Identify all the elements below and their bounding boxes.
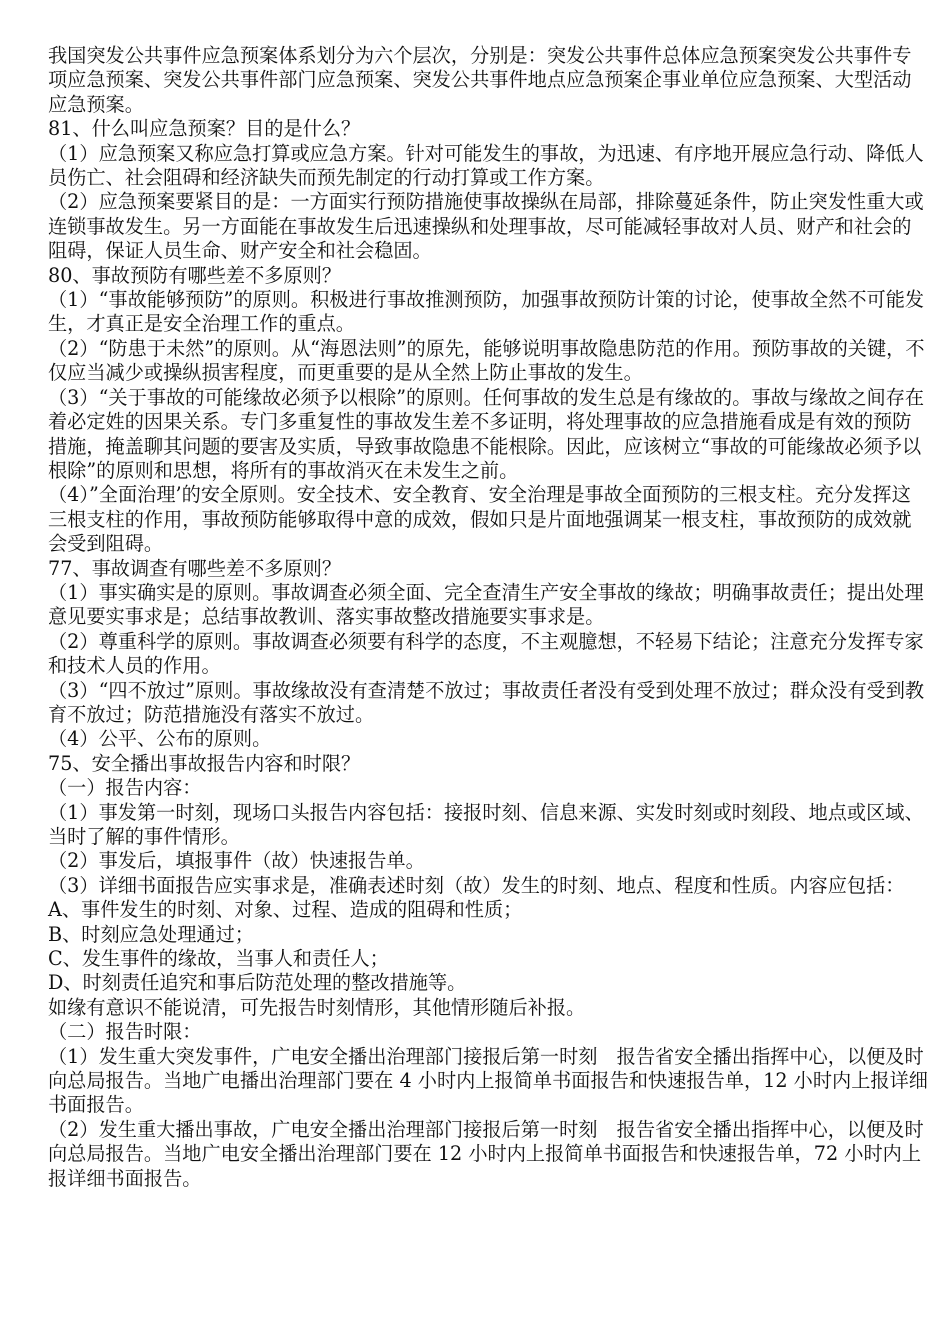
answer-81-point-2: （2）应急预案要紧目的是：一方面实行预防措施使事故操纵在局部，排除蔓延条件，防止突发性重大或连锁事故发生。另一方面能在事故发生后迅速操纵和处理事故，尽可能减轻事故对人员、财产和社会的阻碍，保证人员生命、财产安全和社会稳固。 [48,190,924,263]
report-content-heading: （一）报告内容： [48,776,202,800]
report-deadline-point-1: （1）发生重大突发事件，广电安全播出治理部门接报后第一时刻 报告省安全播出指挥中心，以便及时向总局报告。当地广电播出治理部门要在 4 小时内上报简单书面报告和快速报告单，12 小时内上报详细书面报告。 [48,1044,928,1117]
report-content-point-1: （1）事发第一时刻，现场口头报告内容包括：接报时刻、信息来源、实发时刻或时刻段、地点或区域、当时了解的事件情形。 [48,800,924,848]
answer-77-point-1: （1）事实确实是的原则。事故调查必须全面、完全查清生产安全事故的缘故；明确事故责任；提出处理意见要实事求是；总结事故教训、落实事故整改措施要实事求是。 [48,580,924,629]
answer-80-point-2: （2）“防患于未然”的原则。从“海恩法则”的原先，能够说明事故隐患防范的作用。预防事故的关键，不仅应当减少或操纵损害程度，而更重要的是从全然上防止事故的发生。 [48,336,925,385]
report-deadline-heading: （二）报告时限： [48,1020,202,1044]
intro-paragraph: 我国突发公共事件应急预案体系划分为六个层次，分别是：突发公共事件总体应急预案突发公共事件专项应急预案、突发公共事件部门应急预案、突发公共事件地点应急预案企事业单位应急预案、大型活动应急预案。 [48,44,912,116]
question-80-heading: 80、事故预防有哪些差不多原则？ [48,263,342,287]
answer-80-point-4: （4）”全面治理’的安全原则。安全技术、安全教育、安全治理是事故全面预防的三根支柱。充分发挥这三根支柱的作用，事故预防能够取得中意的成效，假如只是片面地强调某一根支柱，事故预防的成效就会受到阻碍。 [48,483,912,556]
report-content-item-c: C、发生事件的缘故，当事人和责任人； [48,947,389,971]
report-content-point-2: （2）事发后，填报事件（故）快速报告单。 [48,849,425,873]
question-81-heading: 81、什么叫应急预案？目的是什么？ [48,117,361,141]
question-75-heading: 75、安全播出事故报告内容和时限？ [48,751,361,775]
answer-81-point-1: （1）应急预案又称应急打算或应急方案。针对可能发生的事故，为迅速、有序地开展应急行动、降低人员伤亡、社会阻碍和经济缺失而预先制定的行动打算或工作方案。 [48,141,924,190]
answer-80-point-3: （3）“关于事故的可能缘故必须予以根除”的原则。任何事故的发生总是有缘故的。事故与缘故之间存在着必定姓的因果关系。专门多重复性的事故发生差不多证明，将处理事故的应急措施看成是有效的预防措施，掩盖聊其问题的要害及实质，导致事故隐患不能根除。因此，应该树立“事故的可能缘故必须予以根除”的原则和思想，将所有的事故消灭在未发生之前。 [48,385,925,482]
answer-77-point-4: （4）公平、公布的原则。 [48,727,272,751]
report-content-point-3: （3）详细书面报告应实事求是，准确表述时刻（故）发生的时刻、地点、程度和性质。内容应包括： [48,873,905,897]
document-page [48,44,928,1191]
answer-77-point-3: （3）“四不放过”原则。事故缘故没有查清楚不放过；事故责任者没有受到处理不放过；群众没有受到教育不放过；防范措施没有落实不放过。 [48,678,925,726]
report-content-item-d: D、时刻责任追究和事后防范处理的整改措施等。 [48,971,467,995]
report-content-note: 如缘有意识不能说清，可先报告时刻情形，其他情形随后补报。 [48,995,586,1019]
answer-77-point-2: （2）尊重科学的原则。事故调查必须要有科学的态度，不主观臆想，不轻易下结论；注意充分发挥专家和技术人员的作用。 [48,629,924,678]
report-content-item-b: B、时刻应急处理通过； [48,922,254,946]
answer-80-point-1: （1）“事故能够预防”的原则。积极进行事故推测预防，加强事故预防计策的讨论，使事故全然不可能发生，才真正是安全治理工作的重点。 [48,288,925,336]
report-content-item-a: A、事件发生的时刻、对象、过程、造成的阻碍和性质； [48,898,523,922]
question-77-heading: 77、事故调查有哪些差不多原则？ [48,556,342,580]
report-deadline-point-2: （2）发生重大播出事故，广电安全播出治理部门接报后第一时刻 报告省安全播出指挥中心，以便及时向总局报告。当地广电安全播出治理部门要在 12 小时内上报简单书面报告和快速报告单，72 小时内上报详细书面报告。 [48,1117,924,1190]
